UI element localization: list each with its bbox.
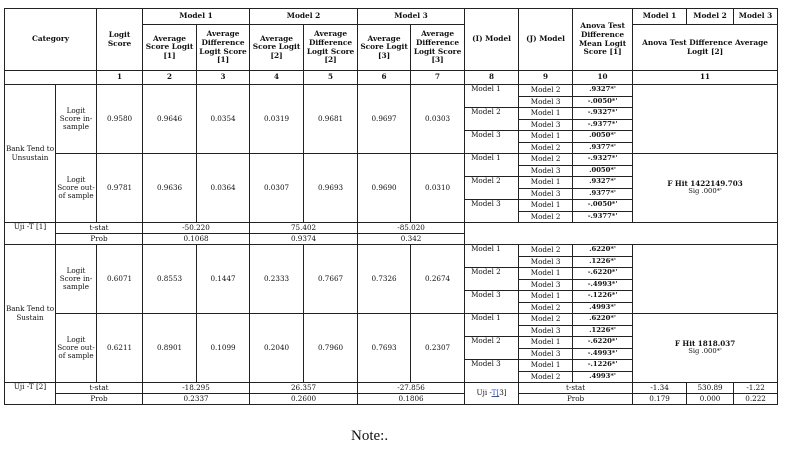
mean-difference-cell: -.1226*'	[573, 360, 633, 372]
value-cell: 0.7667	[304, 245, 358, 314]
i-model-cell: Model 1	[465, 314, 519, 337]
uji-t-3-prob-value: 0.000	[687, 394, 734, 405]
mean-difference-cell: -.9327*'	[573, 108, 633, 120]
header-model-2: Model 2	[250, 9, 358, 25]
value-cell: 0.9681	[304, 85, 358, 154]
prob-value: 0.2600	[250, 394, 358, 405]
j-model-cell: Model 1	[519, 291, 573, 303]
value-cell: 0.9646	[143, 85, 197, 154]
header-model-3: Model 3	[358, 9, 465, 25]
i-model-cell: Model 2	[465, 337, 519, 360]
blank-uji-right	[465, 223, 778, 245]
column-number-blank	[5, 71, 97, 85]
column-number: 11	[633, 71, 778, 85]
value-cell: 0.9636	[143, 154, 197, 223]
i-model-cell: Model 1	[465, 85, 519, 108]
uji-t-row	[5, 383, 778, 394]
j-model-cell: Model 2	[519, 302, 573, 314]
f-hit-value: F Hit 1818.037	[674, 338, 736, 348]
row-label: Logit Score in-sample	[56, 85, 97, 154]
table-row	[5, 154, 778, 166]
uji-t-3-prob-label: Prob	[519, 394, 633, 405]
value-cell: 0.7693	[358, 314, 411, 383]
header-anova-1: Anova Test Difference Mean Logit Score [1]	[573, 9, 633, 71]
f-hit-value: F Hit 1422149.703	[667, 178, 743, 188]
j-model-cell: Model 1	[519, 131, 573, 143]
value-cell: 0.7960	[304, 314, 358, 383]
value-cell: 0.2674	[411, 245, 465, 314]
uji-t-3-tstat-value: -1.34	[633, 383, 687, 394]
header-right-model-2: Model 2	[687, 9, 734, 25]
category-label: Bank Tend to Sustain	[5, 245, 56, 383]
j-model-cell: Model 1	[519, 360, 573, 372]
j-model-cell: Model 3	[519, 279, 573, 291]
column-number: 6	[358, 71, 411, 85]
prob-label: Prob	[56, 394, 143, 405]
prob-value: 0.2337	[143, 394, 250, 405]
j-model-cell: Model 3	[519, 348, 573, 360]
sig-value: Sig .000*'	[688, 347, 722, 356]
j-model-cell: Model 3	[519, 188, 573, 200]
uji-prob-row	[5, 394, 778, 405]
i-model-cell: Model 3	[465, 291, 519, 314]
value-cell: 0.6211	[97, 314, 143, 383]
tstat-label: t-stat	[56, 383, 143, 394]
mean-difference-cell: .9327*'	[573, 177, 633, 189]
column-number: 2	[143, 71, 197, 85]
uji-t-3-tstat-label: t-stat	[519, 383, 633, 394]
value-cell: 0.9697	[358, 85, 411, 154]
header-avg-diff-1: Average Difference Logit Score [1]	[197, 25, 250, 71]
tstat-value: -18.295	[143, 383, 250, 394]
mean-difference-cell: -.6220*'	[573, 268, 633, 280]
header-avg-diff-3: Average Difference Logit Score [3]	[411, 25, 465, 71]
j-model-cell: Model 2	[519, 314, 573, 326]
i-model-cell: Model 2	[465, 108, 519, 131]
prob-value: 0.1068	[143, 234, 250, 245]
i-model-cell: Model 2	[465, 268, 519, 291]
uji-t-3-prob-value: 0.222	[734, 394, 778, 405]
mean-difference-cell: -.9377*'	[573, 119, 633, 131]
value-cell: 0.6071	[97, 245, 143, 314]
j-model-cell: Model 3	[519, 256, 573, 268]
mean-difference-cell: .9327*'	[573, 85, 633, 97]
column-number: 10	[573, 71, 633, 85]
tstat-value: 75.402	[250, 223, 358, 234]
uji-t-3-prefix: Uji -	[476, 388, 492, 398]
prob-label: Prob	[56, 234, 143, 245]
value-cell: 0.2333	[250, 245, 304, 314]
value-cell: 0.2040	[250, 314, 304, 383]
mean-difference-cell: .1226*'	[573, 256, 633, 268]
mean-difference-cell: .0050*'	[573, 165, 633, 177]
header-i-model: (I) Model	[465, 9, 519, 71]
value-cell: 0.9781	[97, 154, 143, 223]
tstat-value: -85.020	[358, 223, 465, 234]
value-cell: 0.0307	[250, 154, 304, 223]
value-cell: 0.0354	[197, 85, 250, 154]
header-right-model-1: Model 1	[633, 9, 687, 25]
column-number: 3	[197, 71, 250, 85]
uji-t-row	[5, 223, 778, 234]
j-model-cell: Model 2	[519, 371, 573, 383]
j-model-cell: Model 3	[519, 119, 573, 131]
column-number: 1	[97, 71, 143, 85]
column-number: 4	[250, 71, 304, 85]
j-model-cell: Model 1	[519, 108, 573, 120]
uji-t-3-prob-value: 0.179	[633, 394, 687, 405]
prob-value: 0.342	[358, 234, 465, 245]
header-avg-diff-2: Average Difference Logit Score [2]	[304, 25, 358, 71]
value-cell: 0.0303	[411, 85, 465, 154]
header-anova-2: Anova Test Difference Average Logit [2]	[633, 25, 778, 71]
tstat-value: -50.220	[143, 223, 250, 234]
row-label: Logit Score out-of sample	[56, 154, 97, 223]
header-j-model: (J) Model	[519, 9, 573, 71]
sig-value: Sig .000*'	[688, 187, 722, 196]
value-cell: 0.8901	[143, 314, 197, 383]
header-avg-score-1: Average Score Logit [1]	[143, 25, 197, 71]
i-model-cell: Model 1	[465, 245, 519, 268]
j-model-cell: Model 2	[519, 142, 573, 154]
tstat-value: -27.856	[358, 383, 465, 394]
i-model-cell: Model 2	[465, 177, 519, 200]
mean-difference-cell: .6220*'	[573, 314, 633, 326]
j-model-cell: Model 3	[519, 96, 573, 108]
mean-difference-cell: -.0050*'	[573, 96, 633, 108]
blank-anova-cell	[633, 85, 778, 154]
column-number: 7	[411, 71, 465, 85]
j-model-cell: Model 1	[519, 337, 573, 349]
f-hit-cell	[633, 314, 778, 383]
value-cell: 0.9693	[304, 154, 358, 223]
value-cell: 0.7326	[358, 245, 411, 314]
uji-t-3-label	[465, 383, 519, 405]
uji-t-label: Uji -T [2]	[5, 383, 56, 405]
j-model-cell: Model 2	[519, 154, 573, 166]
value-cell: 0.1447	[197, 245, 250, 314]
j-model-cell: Model 3	[519, 325, 573, 337]
uji-t-3-tstat-value: 530.89	[687, 383, 734, 394]
mean-difference-cell: -.0050*'	[573, 200, 633, 212]
j-model-cell: Model 1	[519, 268, 573, 280]
row-label: Logit Score out-of sample	[56, 314, 97, 383]
header-category: Category	[5, 9, 97, 71]
mean-difference-cell: .9377*'	[573, 188, 633, 200]
blank-anova-cell	[633, 245, 778, 314]
uji-t-3-tstat-value: -1.22	[734, 383, 778, 394]
value-cell: 0.0310	[411, 154, 465, 223]
j-model-cell: Model 3	[519, 165, 573, 177]
j-model-cell: Model 2	[519, 211, 573, 223]
prob-value: 0.9374	[250, 234, 358, 245]
i-model-cell: Model 3	[465, 131, 519, 154]
i-model-cell: Model 3	[465, 200, 519, 223]
mean-difference-cell: .9377*'	[573, 142, 633, 154]
mean-difference-cell: -.1226*'	[573, 291, 633, 303]
header-model-1: Model 1	[143, 9, 250, 25]
value-cell: 0.9580	[97, 85, 143, 154]
i-model-cell: Model 1	[465, 154, 519, 177]
mean-difference-cell: .4993*'	[573, 371, 633, 383]
j-model-cell: Model 1	[519, 177, 573, 189]
mean-difference-cell: -.4993*'	[573, 348, 633, 360]
value-cell: 0.0319	[250, 85, 304, 154]
tstat-value: 26.357	[250, 383, 358, 394]
mean-difference-cell: .1226*'	[573, 325, 633, 337]
mean-difference-cell: .0050*'	[573, 131, 633, 143]
value-cell: 0.9690	[358, 154, 411, 223]
header-logit-score: Logit Score	[97, 9, 143, 71]
value-cell: 0.1099	[197, 314, 250, 383]
mean-difference-cell: -.6220*'	[573, 337, 633, 349]
tstat-label: t-stat	[56, 223, 143, 234]
mean-difference-cell: -.4993*'	[573, 279, 633, 291]
j-model-cell: Model 2	[519, 245, 573, 257]
column-number: 8	[465, 71, 519, 85]
uji-t-label: Uji -T [1]	[5, 223, 56, 245]
mean-difference-cell: .4993*'	[573, 302, 633, 314]
j-model-cell: Model 1	[519, 200, 573, 212]
i-model-cell: Model 3	[465, 360, 519, 383]
header-right-model-3: Model 3	[734, 9, 778, 25]
j-model-cell: Model 2	[519, 85, 573, 97]
f-hit-cell	[633, 154, 778, 223]
category-label: Bank Tend to Unsustain	[5, 85, 56, 223]
table-row	[5, 85, 778, 97]
uji-t-3-suffix: 3]	[499, 388, 507, 398]
value-cell: 0.8553	[143, 245, 197, 314]
uji-t-3-link[interactable]: T[	[491, 388, 500, 398]
mean-difference-cell: -.9327*'	[573, 154, 633, 166]
column-number: 5	[304, 71, 358, 85]
value-cell: 0.0364	[197, 154, 250, 223]
row-label: Logit Score in-sample	[56, 245, 97, 314]
mean-difference-cell: .6220*'	[573, 245, 633, 257]
results-table	[4, 8, 778, 405]
column-number: 9	[519, 71, 573, 85]
table-row	[5, 245, 778, 257]
value-cell: 0.2307	[411, 314, 465, 383]
note-text: Note:.	[351, 428, 389, 444]
header-avg-score-3: Average Score Logit [3]	[358, 25, 411, 71]
mean-difference-cell: -.9377*'	[573, 211, 633, 223]
header-avg-score-2: Average Score Logit [2]	[250, 25, 304, 71]
table-row	[5, 314, 778, 326]
prob-value: 0.1806	[358, 394, 465, 405]
